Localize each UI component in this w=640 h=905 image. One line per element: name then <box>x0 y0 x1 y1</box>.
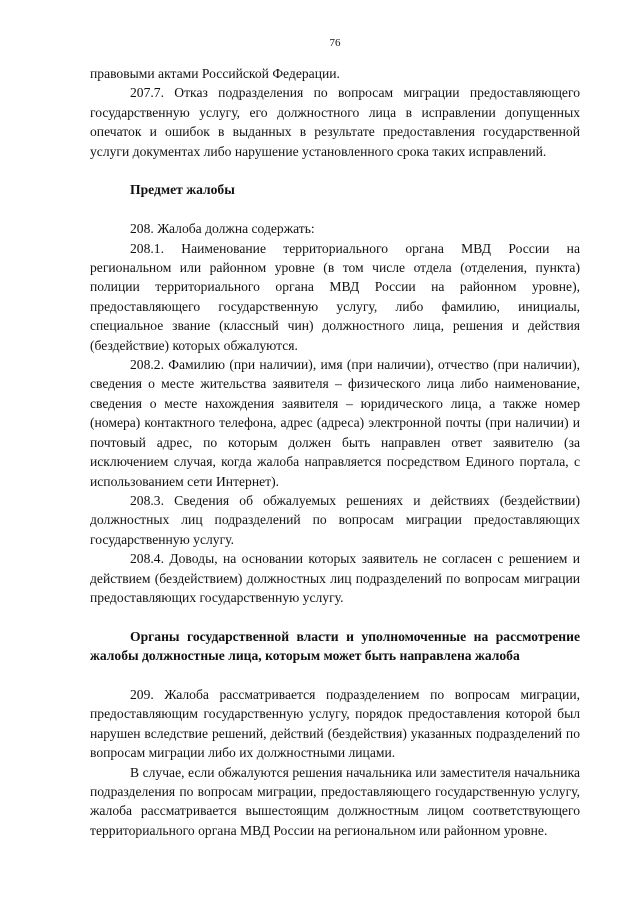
paragraph-208: 208. Жалоба должна содержать: <box>130 221 315 237</box>
page-number: 76 <box>329 37 341 49</box>
paragraph-209: 209. Жалоба рассматривается подразделением по вопросам миграции, предоставляющим государственную услугу, порядок предоставления которой был нарушен вследствие решений, действий (бездействия) указанных подразделений по вопросам миграции либо их должностными лицами. <box>90 686 580 761</box>
spacer <box>90 200 580 219</box>
paragraph-207-7: 207.7. Отказ подразделения по вопросам миграции предоставляющего государственную услугу, его должностного лица в исправлении допущенных опечаток и ошибок в выданных в результате предоставления государственной услуги документах либо нарушение установленного срока таких исправлений. <box>90 85 580 159</box>
section-heading-authorities: Органы государственной власти и уполномоченные на рассмотрение жалобы должностные лица, которым может быть направлена жалоба <box>90 628 580 664</box>
paragraph-208-3: 208.3. Сведения об обжалуемых решениях и действиях (бездействии) должностных лиц подразделений по вопросам миграции предоставляющих государственную услугу. <box>90 492 580 547</box>
spacer <box>90 666 580 685</box>
section-heading-complaint-subject: Предмет жалобы <box>130 182 235 198</box>
spacer <box>90 161 580 180</box>
paragraph-208-1: 208.1. Наименование территориального органа МВД России на региональном или районном уровне (в том числе отдела (отделения, пункта) полиции территориального органа МВД России на районном уровне), предоставляющего государственную услугу, либо фамилию, инициалы, специальное звание (классный чин) должностного лица, решения и действия (бездействие) которых обжалуются. <box>90 240 580 353</box>
paragraph-continuation: правовыми актами Российской Федерации. <box>90 66 340 81</box>
spacer <box>90 607 580 626</box>
document-page <box>90 36 580 840</box>
paragraph-209-case: В случае, если обжалуются решения начальника или заместителя начальника подразделения по вопросам миграции, предоставляющего государственную услугу, жалоба рассматривается вышестоящим должностным лицом соответствующего территориального органа МВД России на региональном или районном уровне. <box>90 764 580 838</box>
paragraph-208-4: 208.4. Доводы, на основании которых заявитель не согласен с решением и действием (бездействием) должностных лиц подразделений по вопросам миграции предоставляющих государственную услугу. <box>90 551 580 605</box>
paragraph-208-2: 208.2. Фамилию (при наличии), имя (при наличии), отчество (при наличии), сведения о месте жительства заявителя – физического лица либо наименование, сведения о месте нахождения заявителя – юридического лица, а также номер (номера) контактного телефона, адрес (адреса) электронной почты (при наличии) и почтовый адрес, по которым должен быть направлен ответ заявителю (за исключением случая, когда жалоба направляется посредством Единого портала, с использованием сети Интернет). <box>90 357 580 489</box>
